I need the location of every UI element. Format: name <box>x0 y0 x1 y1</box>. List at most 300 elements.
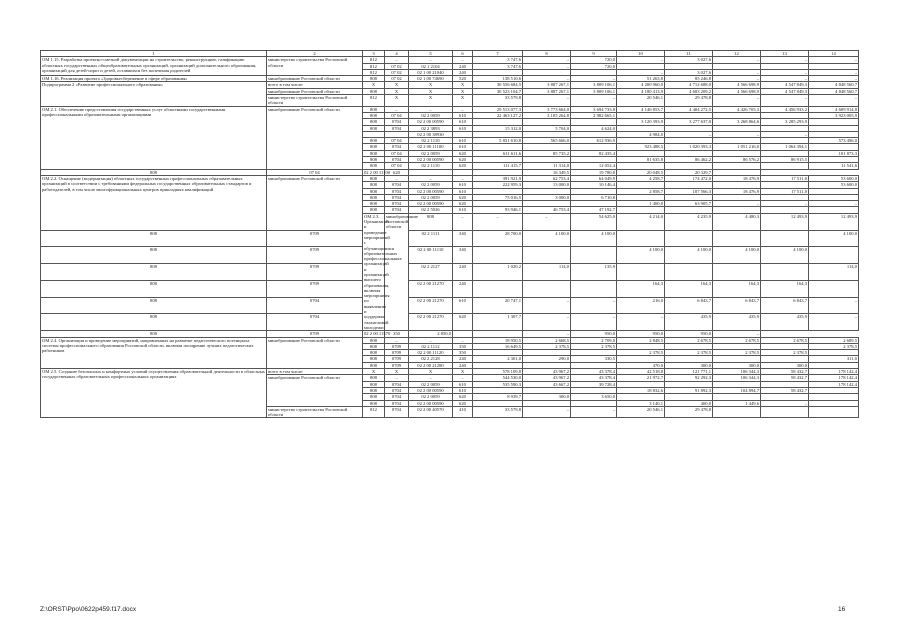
grbs-code: 808 <box>41 230 267 247</box>
section-code: 0704 <box>385 157 409 163</box>
amount-cell: 62 753,4 <box>523 175 571 181</box>
amount-cell: 4 480,3 <box>713 213 761 230</box>
expense-type-code: 240 <box>453 362 473 368</box>
executor-name: минобразование Ростовской области <box>267 375 363 406</box>
amount-cell: – <box>523 76 571 82</box>
executor-name: минобразование Ростовской области <box>267 88 363 94</box>
amount-cell: 3 105 264,8 <box>523 112 571 118</box>
amount-cell: 4 100,0 <box>713 247 761 264</box>
grbs-code: 808 <box>363 381 385 387</box>
amount-cell: 43 967,2 <box>523 369 571 375</box>
amount-cell: 4 235,9 <box>665 213 713 230</box>
grbs-code: 808 <box>363 387 385 393</box>
grbs-code: 808 <box>363 350 385 356</box>
amount-cell: 5 704,0 <box>523 125 571 131</box>
section-code: 0704 <box>385 125 409 131</box>
amount-cell: 3 120 393,9 <box>617 119 665 125</box>
amount-cell: 54 625,0 <box>571 213 617 230</box>
amount-cell: 91 892,3 <box>665 387 713 393</box>
amount-cell: 2 378,5 <box>761 350 809 356</box>
amount-cell: 18 832,6 <box>617 387 665 393</box>
grbs-code: 808 <box>363 125 385 131</box>
amount-cell: 18 476,9 <box>713 188 761 194</box>
amount-cell: – <box>523 406 571 418</box>
executor-name: министерство строительства Ростовской области <box>267 406 363 418</box>
expense-type-code: X <box>453 82 473 88</box>
grbs-code: 808 <box>363 201 385 207</box>
amount-cell: 13 000,0 <box>523 182 571 188</box>
target-article-code: X <box>409 82 453 88</box>
expense-type-code: X <box>453 88 473 94</box>
amount-cell: 28 700,0 <box>473 230 523 247</box>
amount-cell: 164,3 <box>713 280 761 297</box>
amount-cell: 178 142,4 <box>809 375 859 381</box>
amount-cell: 39 728,4 <box>571 381 617 387</box>
expense-type-code: 520 <box>453 76 473 82</box>
amount-cell: 2 378,5 <box>571 343 617 349</box>
amount-cell: 470,0 <box>617 362 665 368</box>
amount-cell: 4 200 960,0 <box>617 82 665 88</box>
target-article-code: 02 2 00 21270 <box>409 280 453 297</box>
section-code: 07 04 <box>267 169 363 175</box>
section-code: 0704 <box>385 144 409 150</box>
section-code: – <box>385 375 409 381</box>
amount-cell: – <box>523 297 571 314</box>
amount-cell: 2 982 665,1 <box>571 112 617 118</box>
section-code: X <box>385 95 409 107</box>
grbs-code: 808 <box>363 207 385 213</box>
amount-cell: 1 020 393,3 <box>665 144 713 150</box>
amount-cell <box>571 280 617 297</box>
grbs-code: 808 <box>363 362 385 368</box>
expense-type-code: 240 <box>453 264 473 281</box>
amount-cell: – <box>761 201 809 207</box>
section-code: 0704 <box>267 297 363 314</box>
grbs-code: 808 <box>363 76 385 82</box>
target-article-code: 02 2 00 00590 <box>409 157 453 163</box>
amount-cell: 2 678,5 <box>665 337 713 343</box>
amount-cell: 29 478,8 <box>665 95 713 107</box>
amount-cell: 43 667,2 <box>523 381 571 387</box>
amount-cell: 1 449,6 <box>713 400 761 406</box>
column-number: 2 <box>267 51 363 57</box>
target-article-code: 02 2 00 11100 <box>409 144 453 150</box>
expense-type-code: 620 <box>453 394 473 400</box>
amount-cell: 12 052,4 <box>571 163 617 169</box>
grbs-code: 808 <box>363 375 385 381</box>
amount-cell: 3 887 267,1 <box>523 82 571 88</box>
amount-cell: 573 496,0 <box>809 138 859 144</box>
section-code: 0704 <box>385 194 409 200</box>
amount-cell: 300,0 <box>665 362 713 368</box>
amount-cell: – <box>809 314 859 331</box>
amount-cell: 4 848 560,7 <box>809 82 859 88</box>
executor-name: министерство строительства Ростовской области <box>267 95 363 107</box>
target-article-code: 02 2 00 11570 <box>364 331 391 337</box>
amount-cell: 33 579,8 <box>473 95 523 107</box>
amount-cell: 2 678,5 <box>761 337 809 343</box>
amount-cell: 111 415,7 <box>473 163 523 169</box>
amount-cell: 43 967,2 <box>523 375 571 381</box>
section-code: 07 04 <box>385 138 409 144</box>
amount-cell: 2 378,5 <box>523 343 571 349</box>
amount-cell: 330,5 <box>571 356 617 362</box>
expense-type-code: 610 <box>453 387 473 393</box>
section-code: 0709 <box>267 280 363 297</box>
amount-cell: 43 378,4 <box>571 375 617 381</box>
amount-cell: – <box>809 69 859 75</box>
amount-cell <box>713 264 761 281</box>
amount-cell: 114,0 <box>523 264 571 281</box>
executor-name: министерство строительства Ростовской области <box>267 57 363 76</box>
expense-type-code: – <box>453 106 473 112</box>
amount-cell: 3 887 267,1 <box>523 88 571 94</box>
amount-cell: 578 109,8 <box>473 369 523 375</box>
amount-cell: 174 472,0 <box>665 175 713 181</box>
section-code: – <box>453 213 473 230</box>
amount-cell: – <box>761 57 809 63</box>
section-code: X <box>385 369 409 375</box>
amount-cell <box>713 406 761 418</box>
amount-cell: 82 435,4 <box>571 150 617 156</box>
amount-cell: 4 426 705,3 <box>713 106 761 112</box>
target-article-code: 02 2 1110 <box>409 163 453 169</box>
amount-cell: 18 476,9 <box>713 175 761 181</box>
target-article-code: 02 2 2128 <box>409 356 453 362</box>
target-article-code: 02 2 00 11110 <box>409 247 453 264</box>
target-article-code: 02 2 5026 <box>409 207 453 213</box>
amount-cell: 950,0 <box>571 331 617 337</box>
amount-cell: 950,0 <box>617 331 665 337</box>
amount-cell: 101 873,3 <box>809 150 859 156</box>
grbs-code: 808 <box>41 247 267 264</box>
amount-cell <box>761 163 809 169</box>
target-article-code: 02 2 00 11100 <box>364 169 391 175</box>
executor-name: минобразование Ростовской области <box>267 337 363 368</box>
amount-cell: 4 609 914,8 <box>809 106 859 112</box>
expense-type-code: 620 <box>453 194 473 200</box>
section-code: – <box>385 175 409 181</box>
amount-cell: 1 051 216,0 <box>713 144 761 150</box>
amount-cell: – <box>809 201 859 207</box>
grbs-code: 808 <box>363 175 385 181</box>
amount-cell <box>473 247 523 264</box>
amount-cell: – <box>713 131 761 137</box>
amount-cell: 222 959,3 <box>473 182 523 188</box>
expense-type-code: 350 <box>385 331 409 337</box>
expense-type-code: 610 <box>453 112 473 118</box>
measure-name: ОМ 2.2. Оснащение (модернизация) областных государственных профессиональных образовательных организаций в соответствии с требованиями федеральных государственных образовательных стандартов и работодателей, в том числе многофункциональных центров прикладных квалификаций <box>41 175 267 230</box>
amount-cell: 400,0 <box>665 400 713 406</box>
grbs-code: 812 <box>363 406 385 418</box>
grbs-code: 808 <box>363 157 385 163</box>
grbs-code: 808 <box>363 138 385 144</box>
document-path: Z:\ORST\Ppo\0622p459.f17.docx <box>40 606 137 613</box>
amount-cell: 3 650,0 <box>571 394 617 400</box>
amount-cell: 53 600,0 <box>809 182 859 188</box>
amount-cell: – <box>713 76 761 82</box>
amount-cell: 300,0 <box>761 362 809 368</box>
amount-cell: 43 378,4 <box>571 369 617 375</box>
amount-cell: 3 027,6 <box>665 69 713 75</box>
amount-cell: 720,0 <box>571 57 617 63</box>
target-article-code: 02 2 0059 <box>409 394 453 400</box>
target-article-code: 02 2 2127 <box>409 264 453 281</box>
section-code: 0709 <box>267 331 363 337</box>
amount-cell: 29 478,8 <box>665 406 713 418</box>
amount-cell: 4 180 413,9 <box>617 88 665 94</box>
amount-cell: 16 649,5 <box>473 343 523 349</box>
target-article-code: 02 2 00 00590 <box>409 387 453 393</box>
amount-cell: 47 192,7 <box>571 207 617 213</box>
amount-cell: – <box>665 131 713 137</box>
table-row <box>41 297 859 314</box>
column-number: 3 <box>363 51 385 57</box>
amount-cell: – <box>523 57 571 63</box>
section-code: 0709 <box>385 350 409 356</box>
target-article-code: 02 2 00 11120 <box>409 350 453 356</box>
executor-name: минобразование Ростовской области <box>267 106 363 169</box>
column-number: 12 <box>713 51 761 57</box>
amount-cell: 4 547 849,3 <box>761 88 809 94</box>
grbs-code: 808 <box>363 194 385 200</box>
section-code: 07 02 <box>385 63 409 69</box>
grbs-code: 808 <box>363 337 385 343</box>
section-code: 07 04 <box>385 163 409 169</box>
page-number: 16 <box>838 606 846 613</box>
amount-cell: 3 027,6 <box>665 57 713 63</box>
amount-cell: 4 100,0 <box>665 247 713 264</box>
amount-cell: 1 020,2 <box>473 264 523 281</box>
grbs-code: 808 <box>409 213 453 230</box>
expense-type-code: 240 <box>453 63 473 69</box>
target-article-code: – <box>409 106 453 112</box>
target-article-code: X <box>409 369 453 375</box>
amount-cell: 3 809 106,1 <box>571 82 617 88</box>
amount-cell: 4 404 272,5 <box>665 106 713 112</box>
section-code: 07 02 <box>385 69 409 75</box>
amount-cell: 2 689,5 <box>809 337 859 343</box>
grbs-code: 808 <box>41 264 267 281</box>
amount-cell: 300,0 <box>713 362 761 368</box>
grbs-code: 808 <box>363 343 385 349</box>
amount-cell <box>713 230 761 247</box>
amount-cell: 53 600,0 <box>809 175 859 181</box>
amount-cell: 4 712 688,0 <box>665 82 713 88</box>
amount-cell: 2 850,0 <box>409 331 453 337</box>
column-number: 5 <box>409 51 453 57</box>
amount-cell: 6 843,7 <box>761 297 809 314</box>
amount-cell <box>617 264 665 281</box>
grbs-code: 808 <box>41 280 267 297</box>
amount-cell: – <box>523 331 571 337</box>
target-article-code: X <box>409 88 453 94</box>
executor-name: минобразование Ростовской области <box>385 213 409 331</box>
amount-cell <box>571 247 617 264</box>
amount-cell: 6 843,7 <box>665 297 713 314</box>
amount-cell: 2 378,5 <box>809 343 859 349</box>
column-number: 6 <box>453 51 473 57</box>
amount-cell: 4 547 849,3 <box>761 82 809 88</box>
amount-cell: 1 064 394,1 <box>761 144 809 150</box>
amount-cell: 3 773 664,0 <box>523 106 571 112</box>
amount-cell: 92 292,3 <box>665 375 713 381</box>
amount-cell: 3 000,0 <box>523 194 571 200</box>
grbs-code: 808 <box>363 150 385 156</box>
amount-cell: 178 142,4 <box>809 381 859 387</box>
grbs-code: 808 <box>41 314 267 331</box>
amount-cell <box>809 406 859 418</box>
target-article-code: 02 2 00 00590 <box>409 188 453 194</box>
measure-name: ОМ 2.3. Организация и проведение мероприятий с обучающимися образовательных профессиональных организаций и организаций высшего образования, включая мероприятия по выявлению и поддержке талантливой молодежи <box>364 213 402 330</box>
grbs-code: 808 <box>363 394 385 400</box>
amount-cell: 720,0 <box>571 63 617 69</box>
expense-type-code: 350 <box>453 343 473 349</box>
section-code: 0709 <box>267 247 363 264</box>
amount-cell: 86 462,2 <box>665 157 713 163</box>
amount-cell: 178 142,4 <box>809 369 859 375</box>
amount-cell: 2 378,5 <box>713 350 761 356</box>
column-number: 7 <box>473 51 523 57</box>
amount-cell <box>761 406 809 418</box>
expense-type-code: 340 <box>453 247 473 264</box>
grbs-code: 808 <box>363 88 385 94</box>
grbs-code: 808 <box>41 169 267 175</box>
table-row <box>41 314 859 331</box>
target-article-code: 02 2 00 40570 <box>409 406 453 418</box>
target-article-code: 02 1 00 21040 <box>409 69 453 75</box>
column-number: 11 <box>665 51 713 57</box>
amount-cell: 2 378,5 <box>665 350 713 356</box>
amount-cell: – <box>523 95 571 107</box>
target-article-code: 02 2 00 21270 <box>409 314 453 331</box>
target-article-code: 02 2 0059 <box>409 150 453 156</box>
amount-cell: 435,9 <box>665 314 713 331</box>
amount-cell: 4 100,0 <box>571 230 617 247</box>
section-code: 0704 <box>267 314 363 331</box>
column-number: 1 <box>41 51 267 57</box>
expense-type-code: 610 <box>453 297 473 314</box>
section-code: 0704 <box>385 406 409 418</box>
amount-cell: – <box>761 400 809 406</box>
expense-type-code: 620 <box>385 169 409 175</box>
amount-cell: 15 312,0 <box>473 125 523 131</box>
amount-cell: – <box>809 297 859 314</box>
section-code: 0709 <box>385 343 409 349</box>
amount-cell: 17 511,0 <box>761 188 809 194</box>
section-code: 0704 <box>385 188 409 194</box>
amount-cell: 3 747,6 <box>473 57 523 63</box>
grbs-code: 808 <box>363 144 385 150</box>
amount-cell: 8 939,7 <box>473 394 523 400</box>
grbs-code: 808 <box>363 106 385 112</box>
amount-cell: 4 100,0 <box>761 247 809 264</box>
amount-cell: 20 546,1 <box>617 95 665 107</box>
target-article-code: – <box>409 175 453 181</box>
budget-table <box>40 50 859 418</box>
table-row <box>41 247 859 264</box>
amount-cell: – <box>617 314 665 331</box>
amount-cell: 20 747,1 <box>473 297 523 314</box>
amount-cell: 75 016,5 <box>473 194 523 200</box>
amount-cell: – <box>761 69 809 75</box>
amount-cell: 4 100,0 <box>523 230 571 247</box>
amount-cell: 12 493,9 <box>761 213 809 230</box>
amount-cell: 290,0 <box>523 356 571 362</box>
amount-cell: 2 668,5 <box>523 337 571 343</box>
expense-type-code: – <box>453 175 473 181</box>
grbs-code: 808 <box>363 163 385 169</box>
budget-table-sheet <box>40 50 858 418</box>
section-code: 0704 <box>385 394 409 400</box>
section-code: 0704 <box>385 201 409 207</box>
target-article-code: 02 2 0059 <box>409 112 453 118</box>
amount-cell: 1 307,7 <box>473 314 523 331</box>
amount-cell: 544 530,0 <box>473 375 523 381</box>
target-article-code: 02 1 2104 <box>409 63 453 69</box>
amount-cell: 106 344,3 <box>713 369 761 375</box>
target-article-code: X <box>409 95 453 107</box>
amount-cell: 4 456 933,2 <box>761 106 809 112</box>
amount-cell: 20 048,5 <box>617 169 665 175</box>
grbs-code: 808 <box>363 400 385 406</box>
target-article-code: 02 2 0059 <box>409 194 453 200</box>
amount-cell: 4 683 209,2 <box>665 88 713 94</box>
amount-cell: 104 894,7 <box>713 387 761 393</box>
amount-cell <box>665 230 713 247</box>
expense-type-code: 620 <box>453 150 473 156</box>
section-code: – <box>385 106 409 112</box>
expense-type-code: 610 <box>453 125 473 131</box>
amount-cell: 4 848 560,7 <box>809 88 859 94</box>
expense-type-code: 240 <box>453 69 473 75</box>
expense-type-code: 610 <box>453 188 473 194</box>
column-number: 14 <box>809 51 859 57</box>
amount-cell: 2 709,0 <box>571 337 617 343</box>
target-article-code: 02 1 00 74690 <box>409 76 453 82</box>
amount-cell: 164,3 <box>761 280 809 297</box>
section-code: 07 02 <box>385 76 409 82</box>
amount-cell: 3 285 293,9 <box>761 119 809 125</box>
amount-cell: – <box>617 69 665 75</box>
grbs-code: X <box>363 82 385 88</box>
amount-cell: 164,3 <box>617 280 665 297</box>
amount-cell: 435,9 <box>713 314 761 331</box>
section-code: 0704 <box>385 207 409 213</box>
amount-cell: 138 510,6 <box>473 76 523 82</box>
grbs-code: 812 <box>363 57 385 63</box>
section-code: 07 04 <box>385 150 409 156</box>
amount-cell: 46 753,4 <box>523 207 571 213</box>
amount-cell: 2 301,0 <box>473 356 523 362</box>
target-article-code: 02 2 0059 <box>409 182 453 188</box>
amount-cell: 63 905,7 <box>665 201 713 207</box>
amount-cell: – <box>713 69 761 75</box>
expense-type-code: – <box>453 337 473 343</box>
amount-cell: 58 432,7 <box>761 369 809 375</box>
amount-cell: – <box>523 63 571 69</box>
amount-cell: 86 576,2 <box>713 157 761 163</box>
executor-name: всего в том числе: <box>267 369 363 375</box>
grbs-code: 808 <box>363 112 385 118</box>
amount-cell: 29 513 077,3 <box>473 106 523 112</box>
amount-cell: 114,0 <box>809 264 859 281</box>
amount-cell: 30 523 104,7 <box>473 88 523 94</box>
amount-cell: 18 950,5 <box>473 337 523 343</box>
amount-cell: 11 541,6 <box>809 163 859 169</box>
expense-type-code: X <box>453 369 473 375</box>
amount-cell: 135,9 <box>571 264 617 281</box>
